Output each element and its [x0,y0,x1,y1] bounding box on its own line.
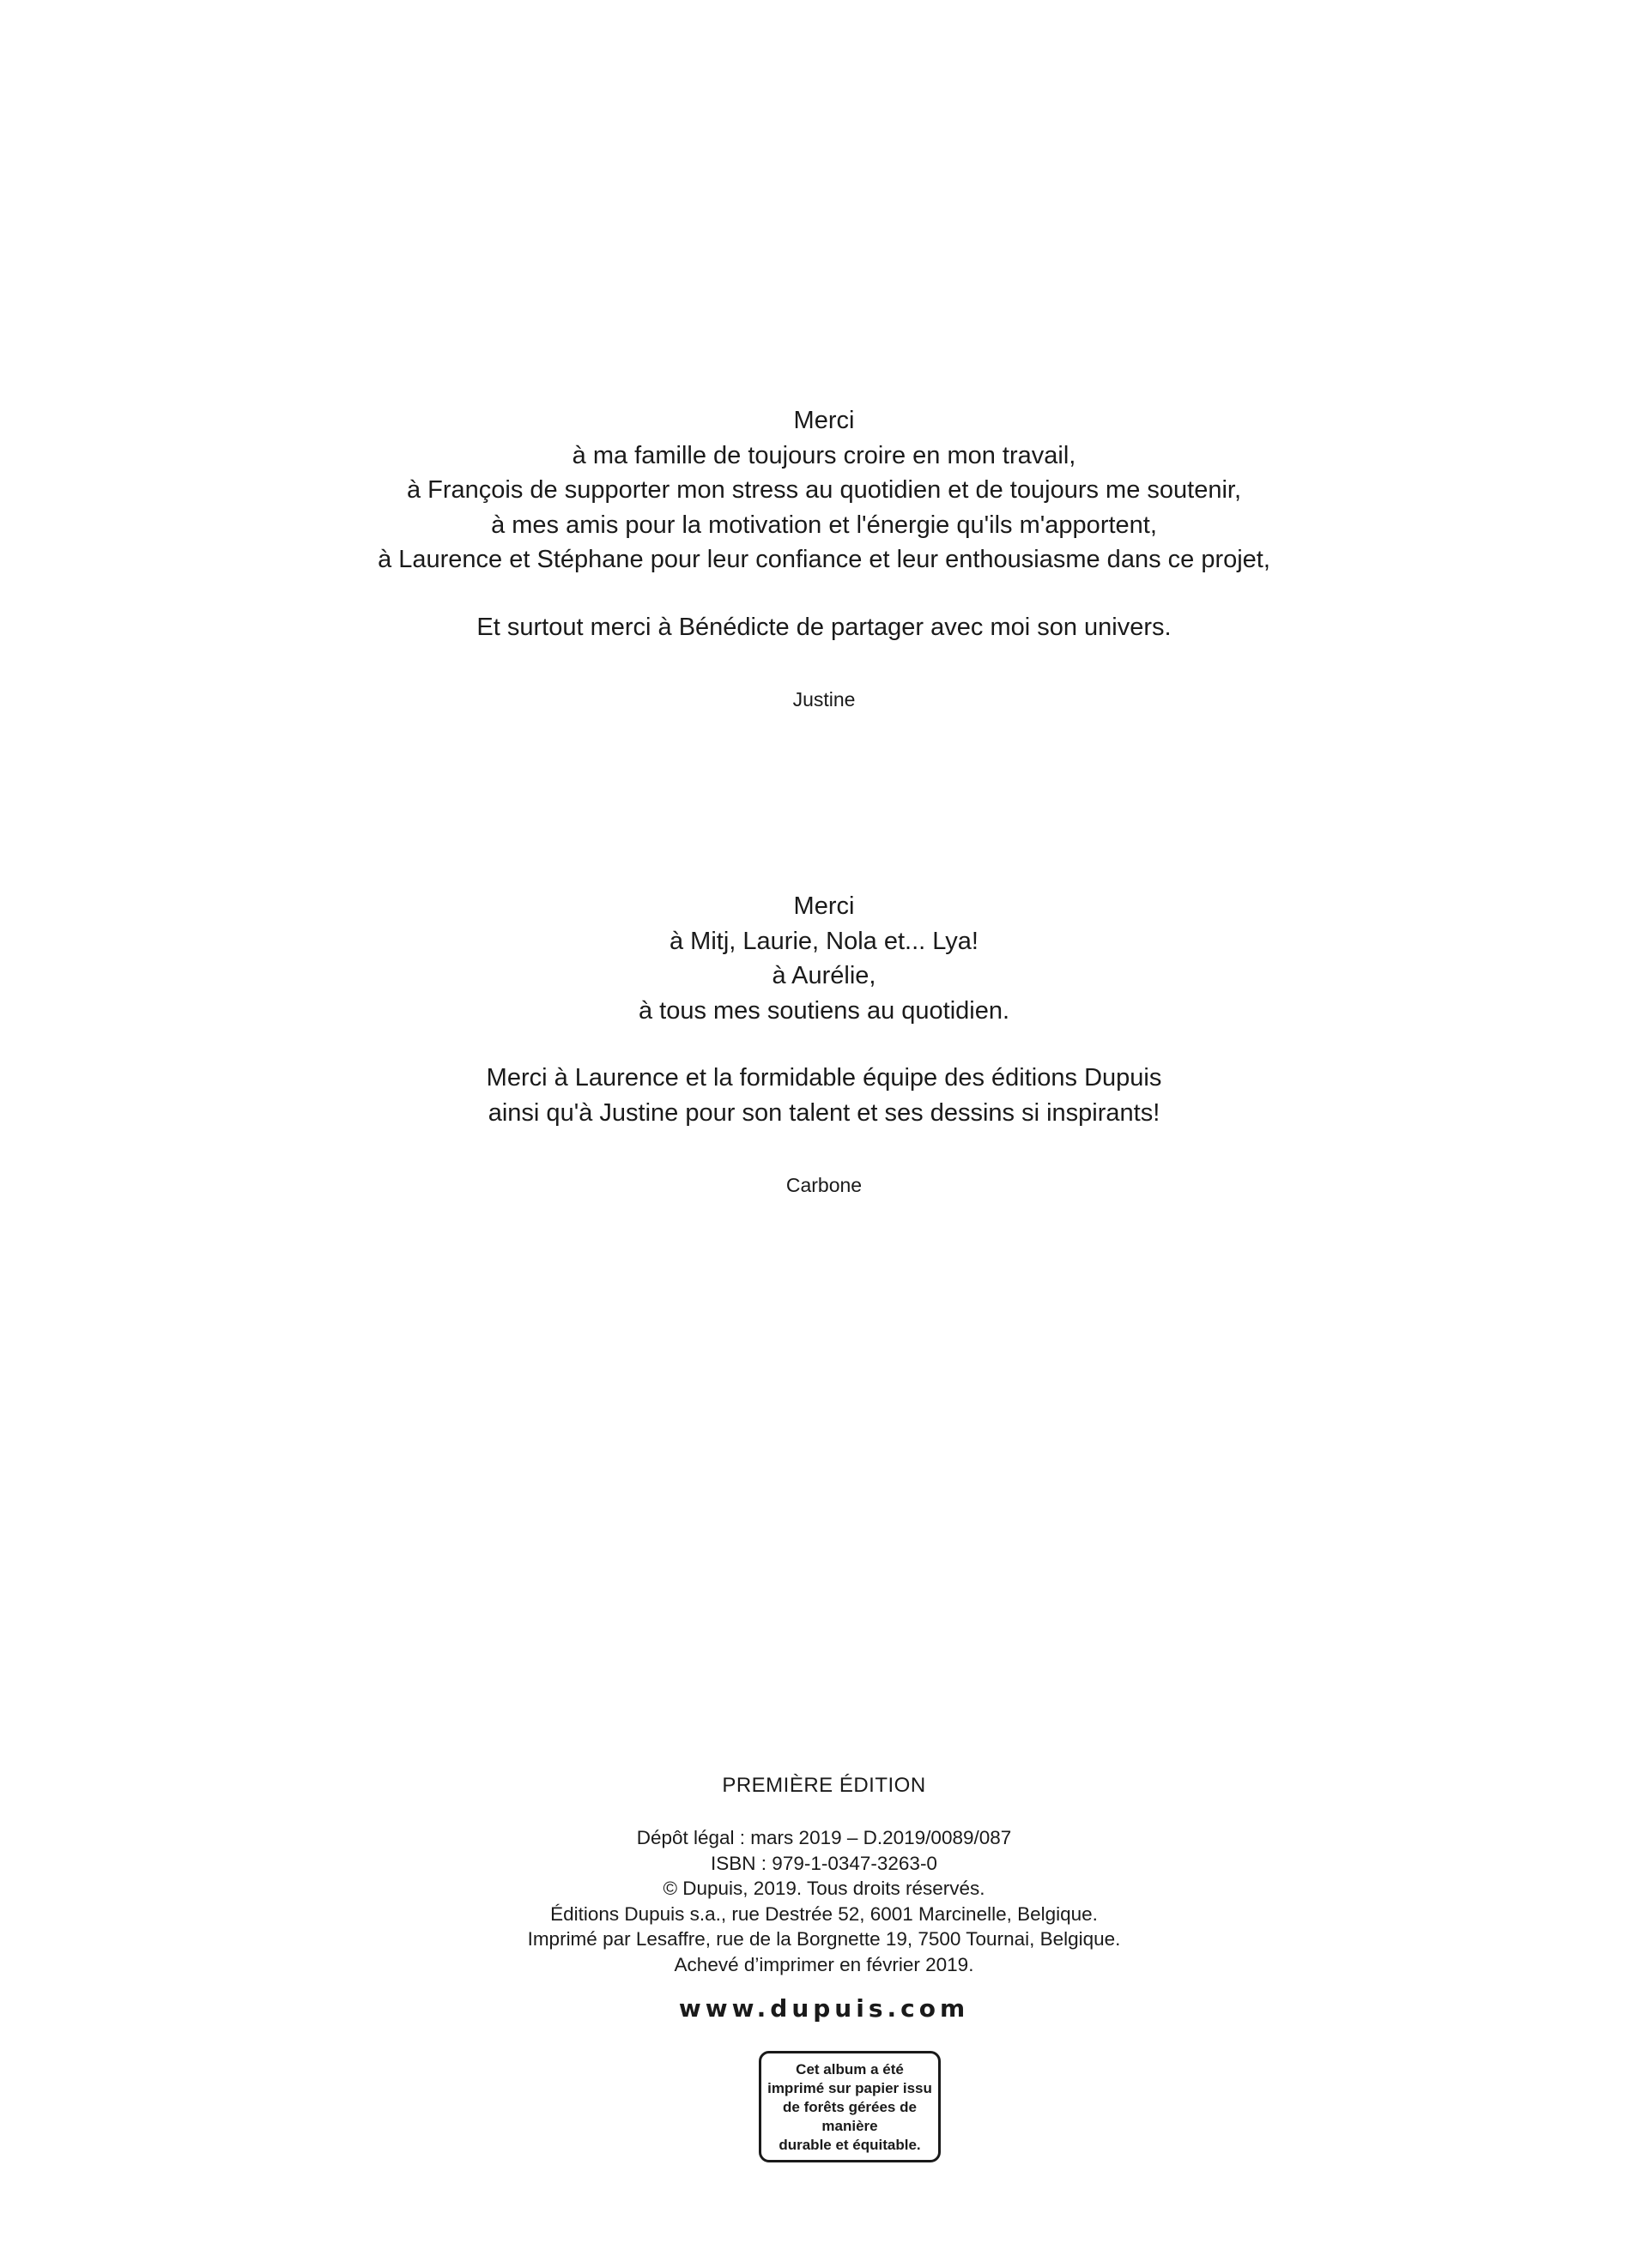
carbone-signature: Carbone [785,1174,863,1196]
carbone-closing-line: Merci à Laurence et la formidable équipe des éditions Dupuis [486,1064,1162,1092]
justine-thanks-line: Merci [793,407,855,434]
spacer [0,578,1648,610]
edition-label: PREMIÈRE ÉDITION [722,1774,926,1797]
eco-label-line: Cet album a été [796,2061,904,2077]
justine-thanks [0,403,1648,644]
carbone-thanks [0,889,1648,1130]
eco-label-line: manière [821,2118,878,2134]
justine-thanks-line: à mes amis pour la motivation et l'énergie qu'ils m'apportent, [491,511,1157,539]
legal-line: Achevé d’imprimer en février 2019. [674,1953,974,1975]
carbone-thanks-line: à Mitj, Laurie, Nola et... Lya! [670,927,978,955]
carbone-thanks-line: à tous mes soutiens au quotidien. [638,996,1010,1025]
eco-label-line: imprimé sur papier issu [767,2080,932,2096]
justine-closing: Et surtout merci à Bénédicte de partager avec moi son univers. [476,613,1172,641]
eco-label-line: durable et équitable. [779,2137,921,2153]
legal-line: Éditions Dupuis s.a., rue Destrée 52, 6001 Marcinelle, Belgique. [550,1902,1098,1925]
legal-line: © Dupuis, 2019. Tous droits réservés. [663,1878,985,1899]
legal-line: Imprimé par Lesaffre, rue de la Borgnette 19, 7500 Tournai, Belgique. [527,1928,1121,1950]
publisher-website: www.dupuis.com [678,1994,970,2023]
justine-thanks-line: à François de supporter mon stress au quotidien et de toujours me soutenir, [406,476,1242,504]
carbone-thanks-line: à Aurélie, [772,962,876,989]
spacer [0,1028,1648,1061]
legal-line: Dépôt légal : mars 2019 – D.2019/0089/087 [636,1827,1012,1848]
carbone-thanks-line: Merci [793,892,855,920]
legal-notice [0,1825,1648,1977]
justine-signature: Justine [792,688,856,711]
eco-label-box [759,2051,941,2162]
justine-thanks-line: à ma famille de toujours croire en mon travail, [572,441,1076,469]
carbone-closing-line: ainsi qu'à Justine pour son talent et ses dessins si inspirants! [488,1098,1160,1127]
eco-label-line: de forêts gérées de [783,2099,917,2115]
justine-thanks-line: à Laurence et Stéphane pour leur confiance et leur enthousiasme dans ce projet, [378,546,1270,573]
legal-line: ISBN : 979-1-0347-3263-0 [711,1852,937,1874]
